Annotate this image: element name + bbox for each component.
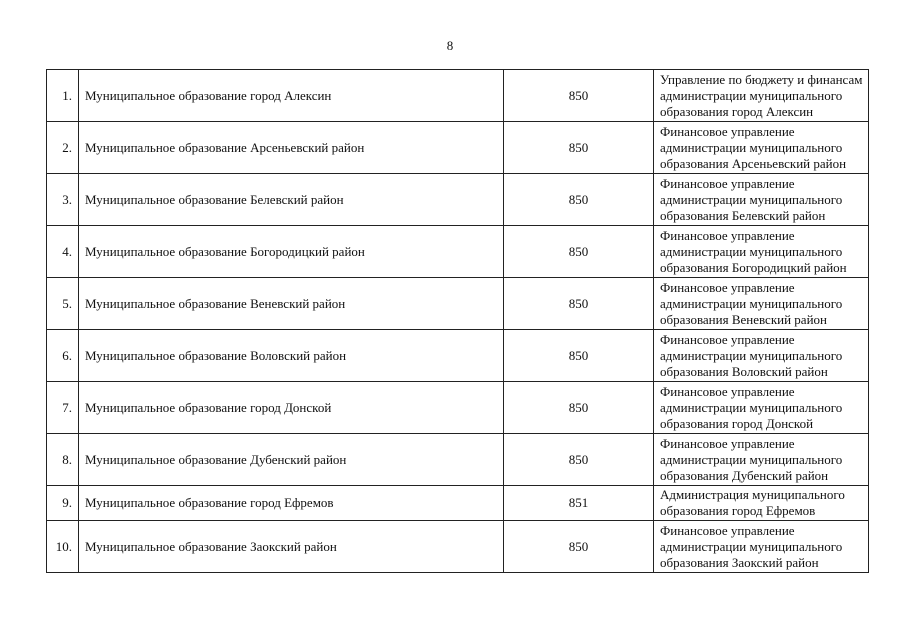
financial-authority-line: образования город Донской — [660, 415, 814, 431]
row-number: 6. — [47, 330, 79, 382]
financial-authority-line: администрации муниципального — [660, 87, 843, 103]
financial-authority-line: образования Арсеньевский район — [660, 155, 847, 171]
financial-authority — [654, 174, 869, 226]
financial-authority-line: образования Белевский район — [660, 207, 826, 223]
financial-authority — [654, 382, 869, 434]
municipality-name: Муниципальное образование город Ефремов — [79, 486, 504, 521]
table-row — [47, 521, 869, 573]
financial-authority-line: Финансовое управление — [660, 435, 795, 451]
budget-code: 850 — [504, 226, 654, 278]
financial-authority-line: образования Воловский район — [660, 363, 828, 379]
table-row — [47, 70, 869, 122]
financial-authority-line: администрации муниципального — [660, 295, 843, 311]
financial-authority — [654, 521, 869, 573]
financial-authority-line: Финансовое управление — [660, 123, 795, 139]
municipality-name: Муниципальное образование Воловский район — [79, 330, 504, 382]
financial-authority-line: образования Дубенский район — [660, 467, 829, 483]
municipality-name: Муниципальное образование Заокский район — [79, 521, 504, 573]
row-number: 7. — [47, 382, 79, 434]
municipality-name: Муниципальное образование Дубенский район — [79, 434, 504, 486]
budget-code: 851 — [504, 486, 654, 521]
budget-code: 850 — [504, 434, 654, 486]
financial-authority-line: Финансовое управление — [660, 175, 795, 191]
municipality-name: Муниципальное образование Богородицкий район — [79, 226, 504, 278]
financial-authority — [654, 278, 869, 330]
municipality-name: Муниципальное образование Арсеньевский район — [79, 122, 504, 174]
financial-authority-line: администрации муниципального — [660, 243, 843, 259]
row-number: 3. — [47, 174, 79, 226]
financial-authority-line: Администрация муниципального — [660, 487, 845, 502]
table-row — [47, 122, 869, 174]
municipality-name: Муниципальное образование Белевский район — [79, 174, 504, 226]
financial-authority — [654, 434, 869, 486]
page-number: 8 — [446, 38, 454, 53]
financial-authority-line: администрации муниципального — [660, 538, 843, 554]
financial-authority — [654, 486, 869, 521]
financial-authority-line: образования Веневский район — [660, 311, 827, 327]
table-row — [47, 278, 869, 330]
financial-authority — [654, 330, 869, 382]
row-number: 5. — [47, 278, 79, 330]
table-body — [47, 70, 869, 573]
table-row — [47, 434, 869, 486]
financial-authority-line: Финансовое управление — [660, 279, 795, 295]
budget-code: 850 — [504, 330, 654, 382]
table-row — [47, 486, 869, 521]
row-number: 8. — [47, 434, 79, 486]
financial-authority-line: администрации муниципального — [660, 451, 843, 467]
financial-authority-line: администрации муниципального — [660, 399, 843, 415]
financial-authority-line: Финансовое управление — [660, 383, 795, 399]
budget-code: 850 — [504, 174, 654, 226]
financial-authority-line: администрации муниципального — [660, 139, 843, 155]
municipality-name: Муниципальное образование город Донской — [79, 382, 504, 434]
row-number: 9. — [47, 486, 79, 521]
row-number: 2. — [47, 122, 79, 174]
financial-authority-line: образования Заокский район — [660, 554, 819, 570]
budget-code: 850 — [504, 382, 654, 434]
municipality-name: Муниципальное образование город Алексин — [79, 70, 504, 122]
financial-authority-line: образования город Алексин — [660, 103, 814, 119]
financial-authority-line: администрации муниципального — [660, 191, 843, 207]
row-number: 4. — [47, 226, 79, 278]
budget-code: 850 — [504, 122, 654, 174]
municipal-table — [46, 69, 869, 573]
row-number: 10. — [47, 521, 79, 573]
financial-authority-line: образования Богородицкий район — [660, 259, 847, 275]
table-row — [47, 226, 869, 278]
financial-authority-line: Управление по бюджету и финансам — [660, 71, 863, 87]
budget-code: 850 — [504, 70, 654, 122]
financial-authority-line: Финансовое управление — [660, 227, 795, 243]
financial-authority — [654, 226, 869, 278]
budget-code: 850 — [504, 521, 654, 573]
financial-authority — [654, 122, 869, 174]
financial-authority-line: образования город Ефремов — [660, 503, 816, 518]
budget-code: 850 — [504, 278, 654, 330]
municipality-name: Муниципальное образование Веневский район — [79, 278, 504, 330]
financial-authority-line: администрации муниципального — [660, 347, 843, 363]
row-number: 1. — [47, 70, 79, 122]
table-row — [47, 382, 869, 434]
table-row — [47, 174, 869, 226]
financial-authority — [654, 70, 869, 122]
table-row — [47, 330, 869, 382]
financial-authority-line: Финансовое управление — [660, 331, 795, 347]
financial-authority-line: Финансовое управление — [660, 522, 795, 538]
